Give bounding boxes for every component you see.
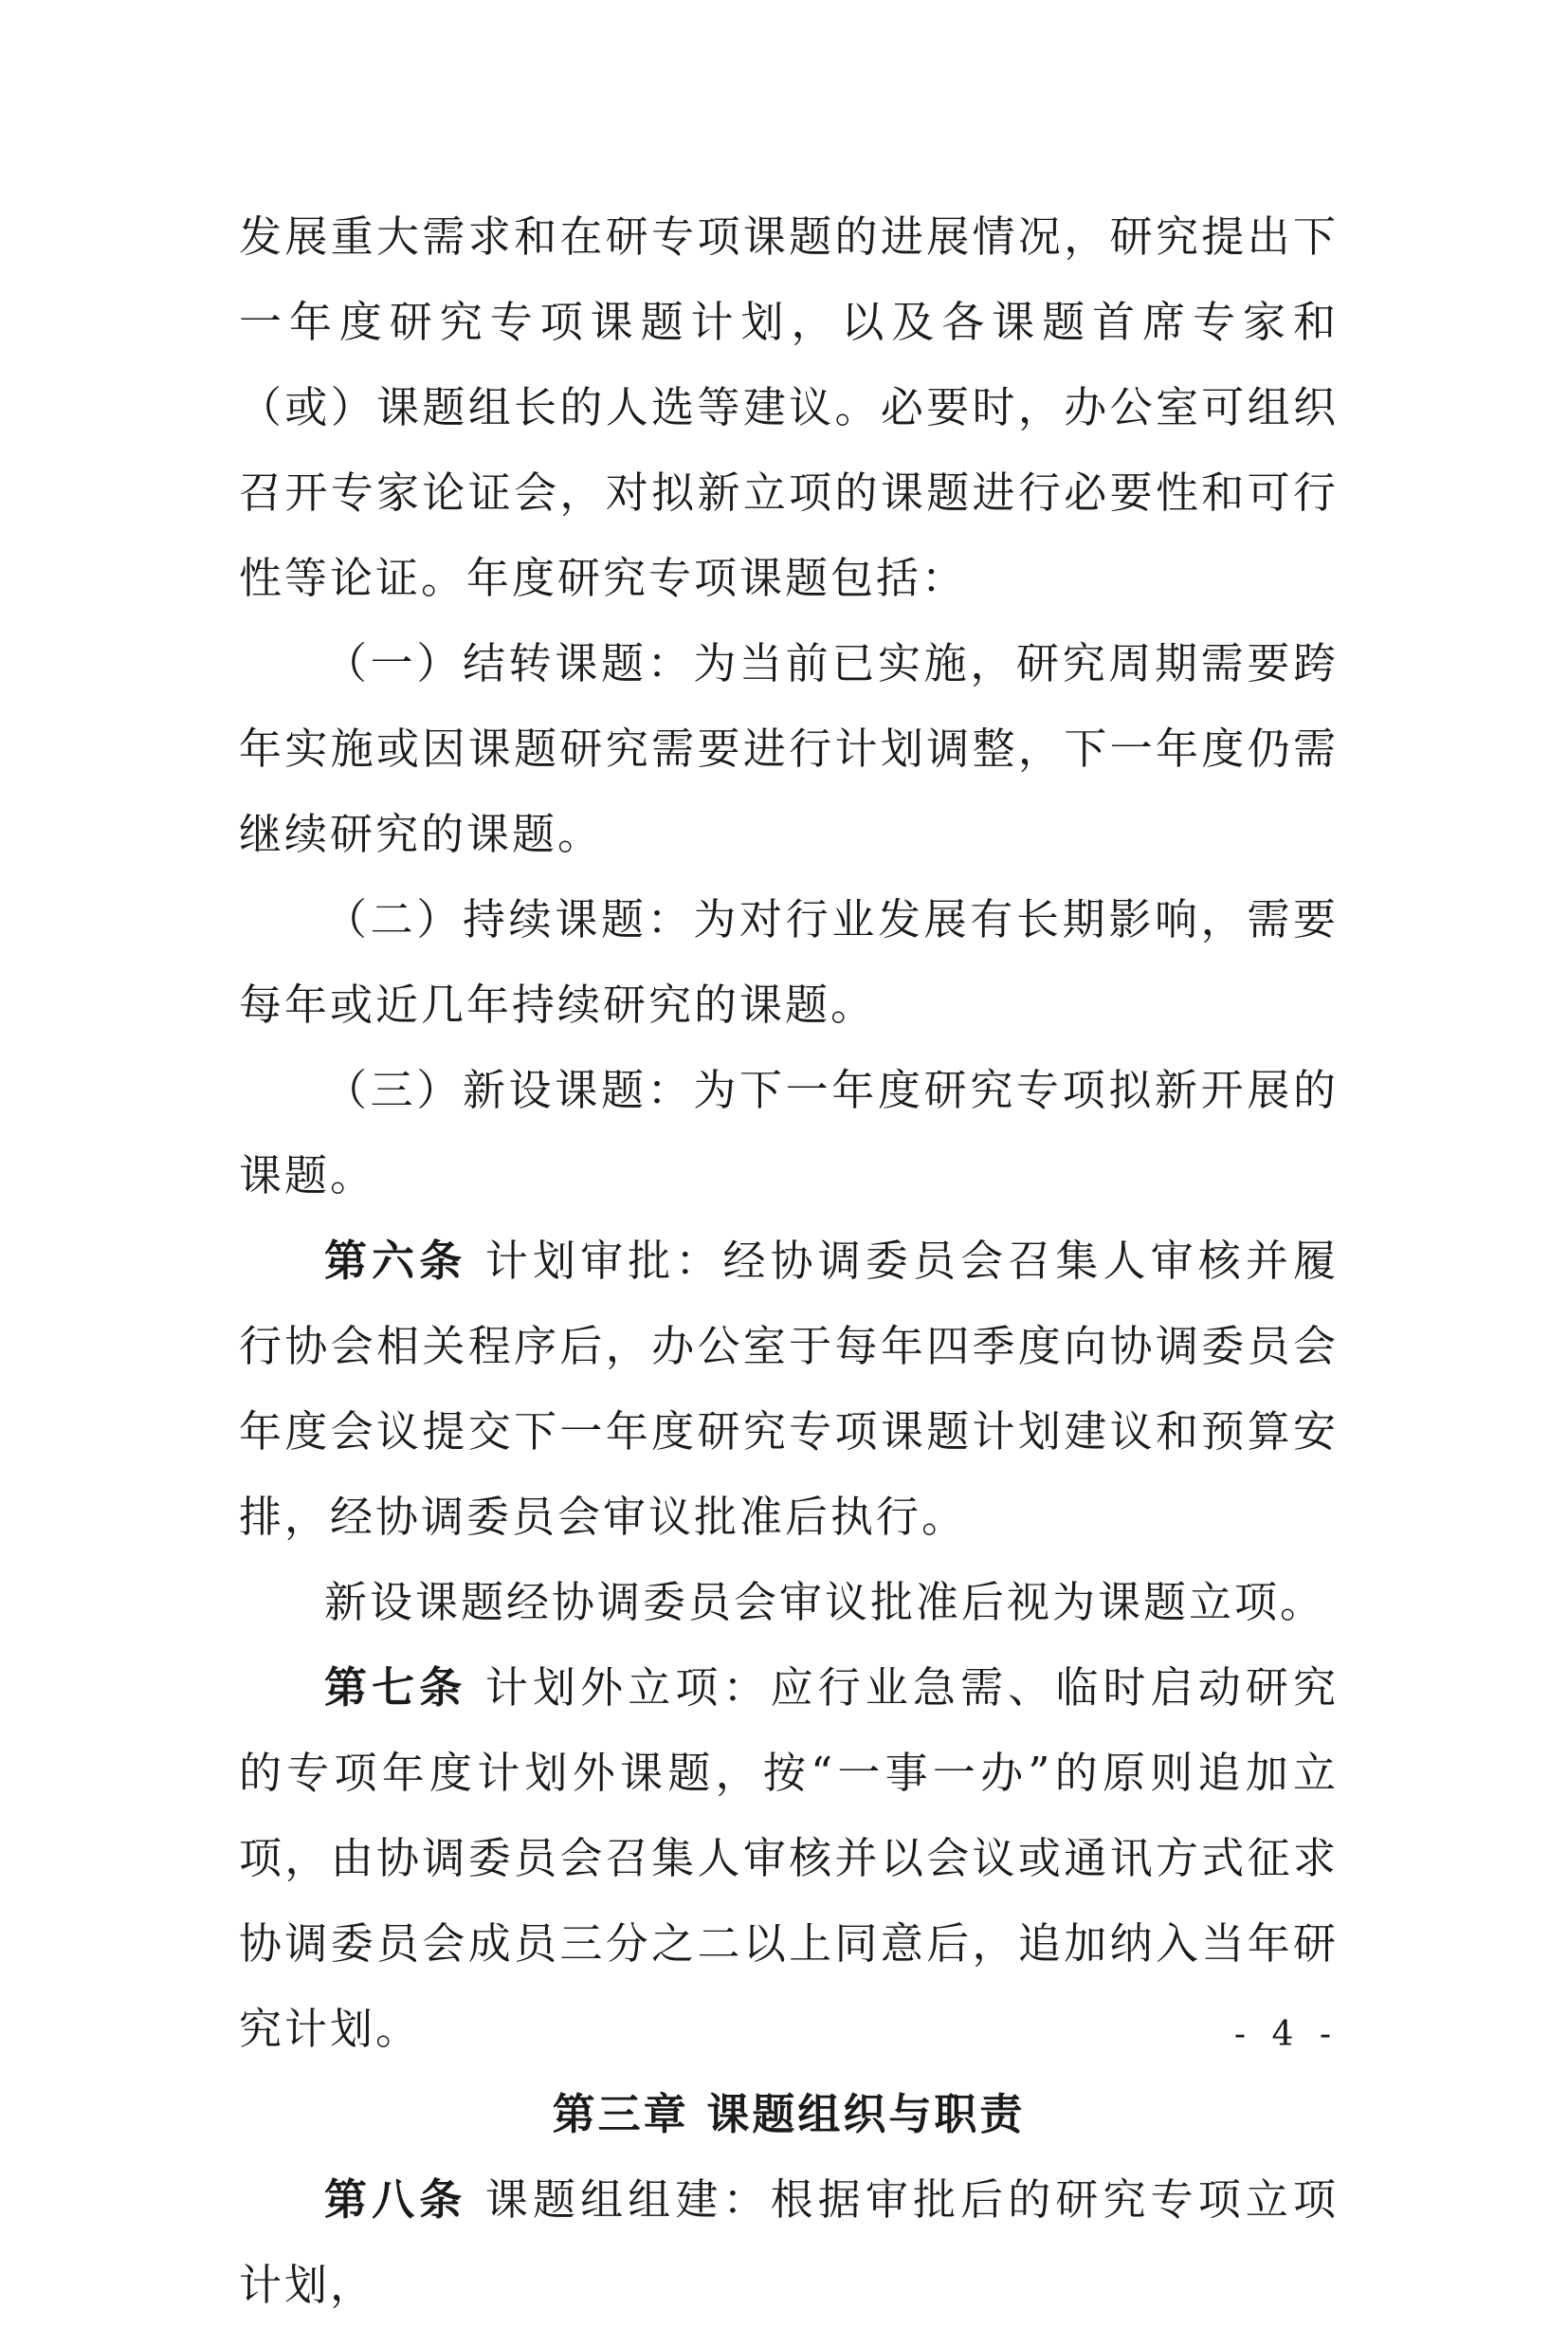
paragraph-continuing-topics: （二）持续课题：为对行业发展有长期影响，需要每年或近几年持续研究的课题。 bbox=[239, 894, 1339, 1030]
paragraph-new-topics: （三）新设课题：为下一年度研究专项拟新开展的课题。 bbox=[239, 1065, 1339, 1201]
article-7-body: 计划外立项：应行业急需、临时启动研究的专项年度计划外课题，按“一事一办”的原则追加立项，由协调委员会召集人审核并以会议或通讯方式征求协调委员会成员三分之二以上同意后，追加纳入当年研究计划。 bbox=[239, 1662, 1339, 2054]
article-8-heading: 第八条 bbox=[324, 2174, 467, 2225]
article-7-heading: 第七条 bbox=[324, 1662, 467, 1713]
chapter-3-heading: 第三章 课题组织与职责 bbox=[552, 2089, 1026, 2139]
paragraph-continuation: 发展重大需求和在研专项课题的进展情况，研究提出下一年度研究专项课题计划，以及各课题首席专家和（或）课题组长的人选等建议。必要时，办公室可组织召开专家论证会，对拟新立项的课题进行必要性和可行性等论证。年度研究专项课题包括： bbox=[239, 211, 1339, 603]
article-6-heading: 第六条 bbox=[324, 1236, 467, 1286]
paragraph-new-topic-approval: 新设课题经协调委员会审议批准后视为课题立项。 bbox=[324, 1577, 1326, 1627]
page-number: - 4 - bbox=[1233, 2015, 1339, 2054]
article-6 bbox=[239, 1219, 1339, 1560]
document-page bbox=[239, 194, 1339, 2328]
paragraph-carryover-topics: （一）结转课题：为当前已实施，研究周期需要跨年实施或因课题研究需要进行计划调整，下一年度仍需继续研究的课题。 bbox=[239, 638, 1339, 859]
article-6-body: 计划审批：经协调委员会召集人审核并履行协会相关程序后，办公室于每年四季度向协调委员会年度会议提交下一年度研究专项课题计划建议和预算安排，经协调委员会审议批准后执行。 bbox=[239, 1236, 1339, 1542]
article-8-body: 课题组组建：根据审批后的研究专项立项计划， bbox=[239, 2174, 1339, 2310]
article-7 bbox=[239, 1645, 1339, 2072]
article-8 bbox=[239, 2157, 1339, 2328]
